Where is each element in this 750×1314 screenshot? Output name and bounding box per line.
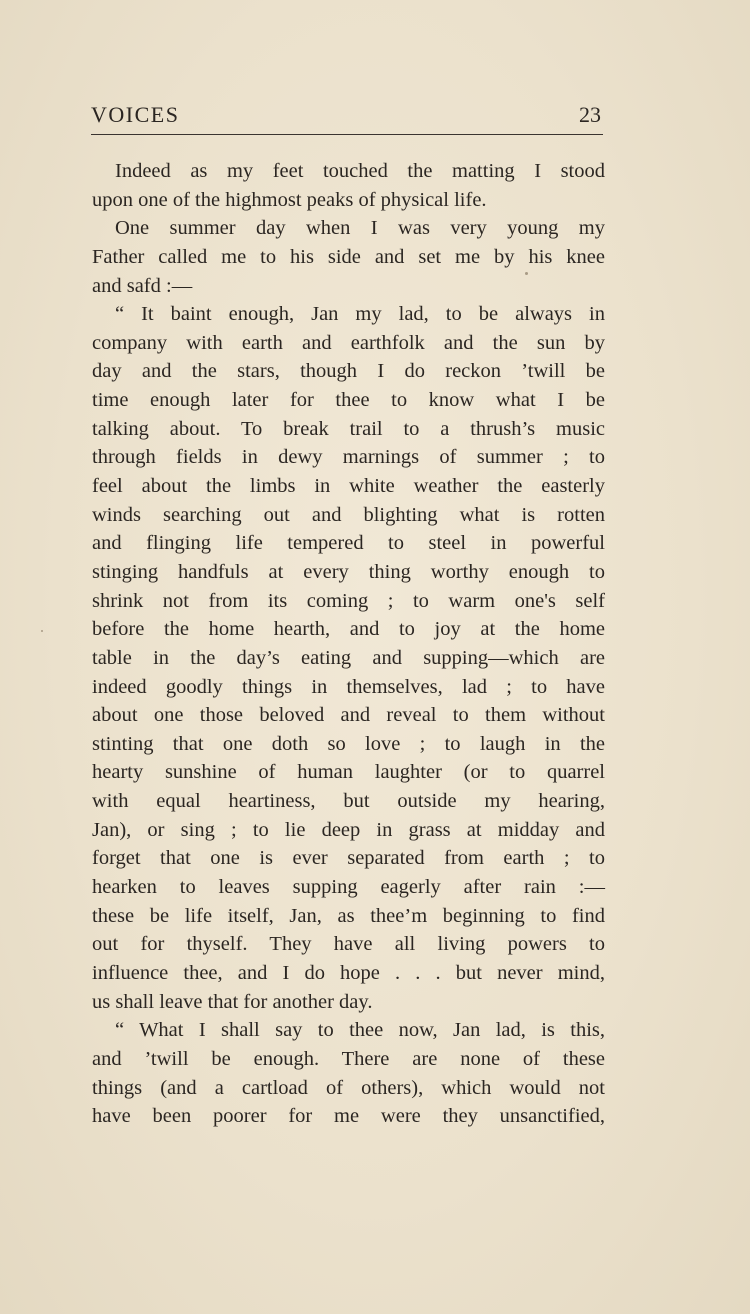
text-line: “ It baint enough, Jan my lad, to be always in — [115, 303, 605, 326]
body-text — [92, 157, 605, 1131]
text-line: these be life itself, Jan, as thee’m beginning to find — [92, 904, 605, 927]
text-line: things (and a cartload of others), which would not — [92, 1076, 605, 1099]
text-line: about one those beloved and reveal to them without — [92, 704, 605, 727]
text-line: feel about the limbs in white weather the easterly — [92, 475, 605, 498]
text-line: and flinging life tempered to steel in powerful — [92, 532, 605, 555]
text-line: us shall leave that for another day. — [92, 990, 373, 1013]
text-line: stinting that one doth so love ; to laugh in the — [92, 732, 605, 755]
text-line: and ’twill be enough. There are none of these — [92, 1047, 605, 1070]
text-line: hearken to leaves supping eagerly after rain :— — [92, 876, 605, 899]
text-line: forget that one is ever separated from earth ; to — [92, 847, 605, 870]
page-number: 23 — [579, 102, 601, 127]
text-line: through fields in dewy marnings of summer ; to — [92, 446, 605, 469]
text-line: indeed goodly things in themselves, lad ; to have — [92, 675, 605, 698]
text-line: stinging handfuls at every thing worthy enough to — [92, 560, 605, 583]
text-line: hearty sunshine of human laughter (or to quarrel — [92, 761, 605, 784]
text-line: company with earth and earthfolk and the sun by — [92, 331, 605, 354]
running-head — [91, 102, 603, 132]
text-line: out for thyself. They have all living powers to — [92, 933, 605, 956]
text-line: table in the day’s eating and supping—which are — [92, 646, 605, 669]
text-line: before the home hearth, and to joy at the home — [92, 618, 605, 641]
text-line: with equal heartiness, but outside my hearing, — [92, 790, 605, 813]
text-line: upon one of the highmost peaks of physical life. — [92, 188, 487, 211]
text-line: “ What I shall say to thee now, Jan lad, is this, — [115, 1019, 605, 1042]
text-line: Indeed as my feet touched the matting I stood — [115, 160, 605, 182]
text-line: have been poorer for me were they unsanctified, — [92, 1105, 605, 1128]
paper-speck — [525, 272, 528, 275]
text-line: influence thee, and I do hope . . . but never mind, — [92, 961, 605, 984]
text-line: Jan), or sing ; to lie deep in grass at midday and — [92, 818, 605, 841]
text-line: shrink not from its coming ; to warm one's self — [92, 589, 605, 612]
text-line: talking about. To break trail to a thrush’s music — [92, 417, 605, 440]
text-line: Father called me to his side and set me by his knee — [92, 245, 605, 268]
running-title: VOICES — [91, 102, 180, 127]
paper-speck — [41, 630, 43, 632]
text-line: winds searching out and blighting what is rotten — [92, 503, 605, 526]
text-line: and safd :— — [92, 274, 193, 297]
header-rule — [91, 134, 603, 135]
text-line: One summer day when I was very young my — [115, 217, 605, 240]
text-line: day and the stars, though I do reckon ’twill be — [92, 360, 605, 383]
text-line: time enough later for thee to know what I be — [92, 389, 605, 412]
